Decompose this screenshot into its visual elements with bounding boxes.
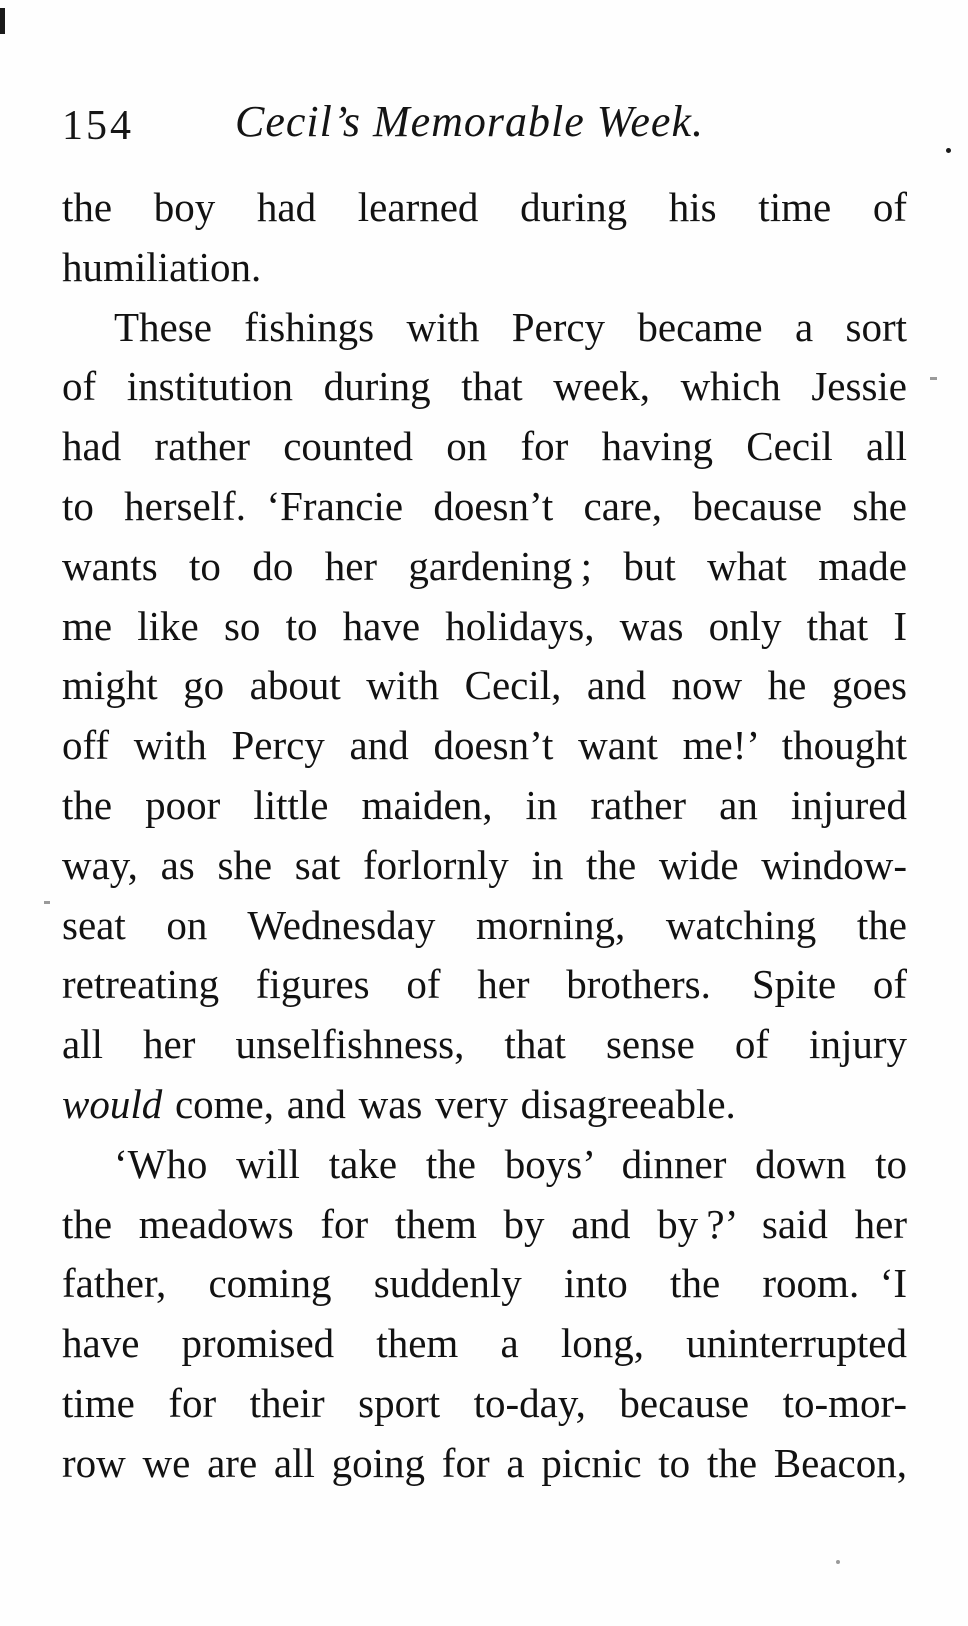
text-line [62, 1015, 907, 1075]
text-segment: humiliation. [62, 243, 262, 290]
text-segment: of institution during that week, which Jessie [62, 363, 907, 410]
text-segment: the meadows for them by and by ?’ said her [62, 1200, 907, 1247]
text-line [62, 537, 907, 597]
text-line [62, 716, 907, 776]
text-segment: had rather counted on for having Cecil all [62, 423, 907, 470]
text-segment: might go about with Cecil, and now he goes [62, 662, 907, 709]
text-line [62, 298, 907, 358]
text-line [62, 1374, 907, 1434]
text-line [62, 238, 907, 298]
text-line [62, 178, 907, 238]
scan-artifact [930, 377, 937, 380]
body-text [62, 178, 907, 1494]
text-line [62, 1135, 907, 1195]
text-segment: off with Percy and doesn’t want me!’ thought [62, 722, 907, 769]
text-line [62, 477, 907, 537]
text-line [62, 417, 907, 477]
text-segment: father, coming suddenly into the room. ‘I [62, 1260, 907, 1307]
running-title: Cecil’s Memorable Week. [235, 97, 704, 146]
text-segment: These fishings with Percy became a sort [114, 303, 907, 350]
scan-artifact [0, 8, 5, 34]
text-segment: wants to do her gardening ; but what made [62, 542, 907, 589]
scan-artifact [44, 901, 50, 904]
scan-artifact [836, 1560, 840, 1564]
text-segment: seat on Wednesday morning, watching the [62, 901, 907, 948]
text-segment: to herself. ‘Francie doesn’t care, because she [62, 482, 907, 529]
page-number: 154 [62, 103, 134, 149]
text-segment: the boy had learned during his time of [62, 184, 907, 230]
text-segment: all her unselfishness, that sense of injury [62, 1021, 907, 1068]
text-segment: row we are all going for a picnic to the Beacon, [62, 1439, 907, 1486]
text-segment: time for their sport to-day, because to-mor- [62, 1379, 907, 1426]
text-segment: ‘Who will take the boys’ dinner down to [114, 1140, 907, 1187]
text-segment: come, and was very disagreeable. [162, 1080, 736, 1127]
text-line [62, 357, 907, 417]
text-segment: the poor little maiden, in rather an injured [62, 781, 907, 828]
text-line [62, 1075, 907, 1135]
text-segment: retreating figures of her brothers. Spite of [62, 961, 907, 1008]
text-line [62, 776, 907, 836]
page-header [62, 96, 907, 156]
text-line [62, 955, 907, 1015]
text-line [62, 1434, 907, 1494]
text-line [62, 597, 907, 657]
text-line [62, 656, 907, 716]
text-segment: way, as she sat forlornly in the wide window- [62, 841, 907, 888]
emphasized-text: would [62, 1080, 163, 1127]
text-line [62, 1195, 907, 1255]
text-segment: me like so to have holidays, was only that I [62, 602, 907, 649]
text-line [62, 896, 907, 956]
text-line [62, 1314, 907, 1374]
text-line [62, 836, 907, 896]
text-segment: have promised them a long, uninterrupted [62, 1320, 907, 1367]
scan-artifact [946, 148, 951, 153]
text-line [62, 1254, 907, 1314]
